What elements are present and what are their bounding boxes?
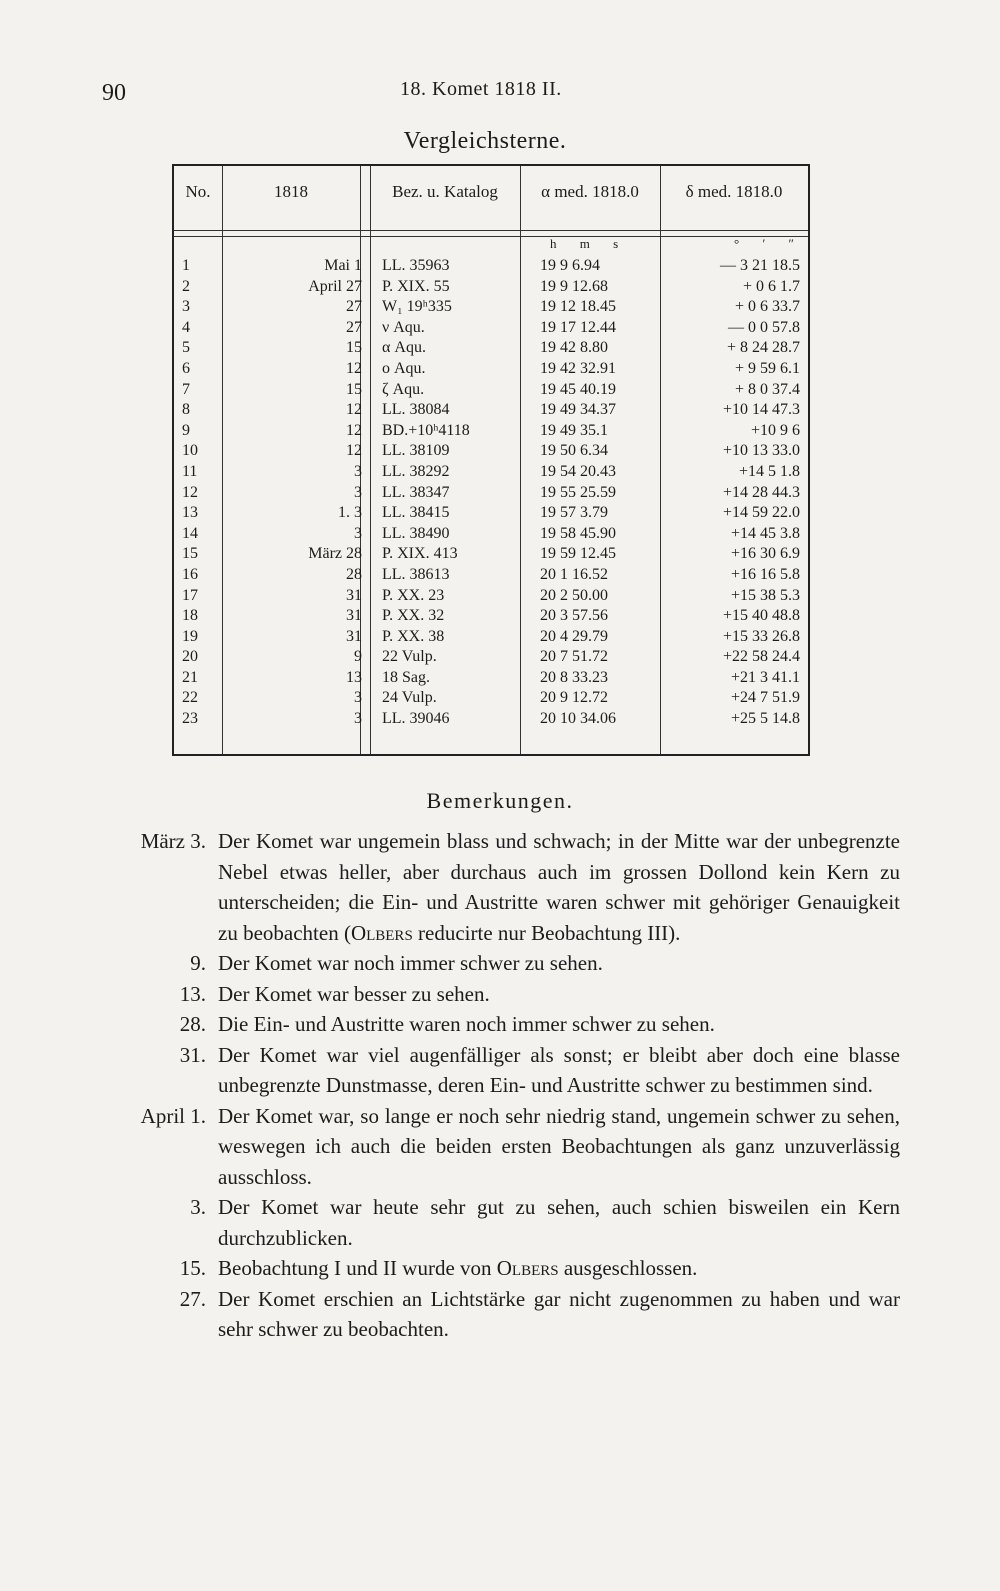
row-catalog: LL. 38613: [382, 565, 450, 583]
comparison-stars-table: [172, 164, 810, 756]
row-date: 15: [346, 380, 362, 398]
header-catalog: Bez. u. Katalog: [392, 182, 498, 201]
table-row: [174, 441, 808, 462]
remark-text-part: Der Komet war viel augenfälliger als sonst; er bleibt aber doch eine blasse unbegrenzte Dunstmasse, deren Ein- und Austritte schwer zu bestimmen sind.: [218, 1042, 900, 1097]
table-row: [174, 400, 808, 421]
table-row: [174, 544, 808, 565]
row-ra: 19 9 12.68: [540, 277, 608, 295]
table-row: [174, 565, 808, 586]
row-catalog: LL. 38084: [382, 401, 450, 419]
row-catalog: 18 Sag.: [382, 668, 430, 686]
table-row: [174, 524, 808, 545]
remark-text-part: Der Komet war, so lange er noch sehr niedrig stand, ungemein schwer zu sehen, weswegen ich auch die beiden ersten Beobachtungen als ganz unzuverlässig ausschloss.: [218, 1103, 900, 1189]
row-dec: +24 7 51.9: [730, 689, 800, 707]
row-ra: 19 50 6.34: [540, 442, 608, 460]
row-catalog: LL. 38415: [382, 504, 450, 522]
remark-item: [116, 1284, 900, 1345]
row-date: 1. 3: [338, 504, 362, 522]
remark-text: [218, 948, 900, 979]
row-ra: 19 59 12.45: [540, 545, 616, 563]
remark-label: 31.: [179, 1042, 206, 1067]
row-dec: +15 33 26.8: [722, 627, 800, 645]
row-catalog: BD.+10ʰ4118: [382, 421, 470, 439]
table-row: [174, 709, 808, 730]
row-date: 31: [346, 607, 362, 625]
row-date: 9: [354, 648, 362, 666]
remark-text-part: Der Komet war ungemein blass und schwach; in der Mitte war der unbegrenzte Nebel etwas heller, aber durchaus auch im grossen Dollond kein Kern zu unterscheiden; die Ein- und Austritte waren schwer mit gehöriger Genauigkeit zu beobachten (: [218, 829, 900, 945]
row-date: 15: [346, 339, 362, 357]
row-catalog: P. XX. 23: [382, 586, 445, 604]
header-date: 1818: [274, 182, 308, 201]
row-catalog: LL. 35963: [382, 257, 450, 274]
remark-label: 13.: [179, 981, 206, 1006]
remark-item: [116, 1040, 900, 1101]
row-ra: 19 12 18.45: [540, 298, 616, 316]
row-catalog: P. XX. 38: [382, 627, 445, 645]
header-ra: α med. 1818.0: [541, 182, 639, 201]
row-catalog: 22 Vulp.: [382, 648, 437, 666]
table-row: [174, 256, 808, 277]
row-no: 6: [182, 359, 190, 377]
remark-text-part: Der Komet war besser zu sehen.: [218, 981, 490, 1006]
row-no: 20: [182, 648, 198, 666]
remark-item: [116, 979, 900, 1010]
row-ra: 20 4 29.79: [540, 627, 608, 645]
row-ra: 20 2 50.00: [540, 586, 608, 604]
row-ra: 19 57 3.79: [540, 504, 608, 522]
row-catalog: LL. 38347: [382, 483, 450, 501]
table-title: [0, 128, 1000, 155]
table-body: [174, 256, 808, 730]
row-date: 31: [346, 586, 362, 604]
row-dec: +14 5 1.8: [738, 462, 800, 480]
remark-label: 28.: [179, 1012, 206, 1036]
row-no: 4: [182, 318, 190, 336]
row-ra: 19 42 32.91: [540, 359, 616, 377]
row-date: 27: [346, 318, 362, 336]
remark-item: [116, 1192, 900, 1253]
row-catalog: P. XX. 32: [382, 607, 445, 625]
dec-units: ° ′ ″: [734, 236, 804, 251]
header-rule: [174, 230, 808, 231]
row-date: 3: [354, 689, 362, 707]
row-date: 31: [346, 627, 362, 645]
row-dec: — 3 21 18.5: [720, 257, 800, 274]
remark-item: [116, 1253, 900, 1284]
row-date: April 27: [308, 277, 362, 295]
table-row: [174, 483, 808, 504]
header-dec: δ med. 1818.0: [685, 182, 783, 201]
row-date: 12: [346, 442, 362, 460]
row-dec: +16 16 5.8: [730, 565, 800, 583]
remark-label: April 1.: [140, 1103, 206, 1128]
row-date: 12: [346, 359, 362, 377]
row-ra: 19 54 20.43: [540, 462, 616, 480]
row-catalog: P. XIX. 413: [382, 545, 458, 563]
header-no: No.: [185, 182, 211, 201]
row-no: 2: [182, 277, 190, 295]
person-name: Olbers: [496, 1256, 559, 1280]
row-date: 3: [354, 462, 362, 480]
remark-text-part: Beobachtung I und II wurde von: [218, 1256, 497, 1280]
remark-label: 27.: [179, 1286, 206, 1311]
table-row: [174, 277, 808, 298]
remark-text: [218, 826, 900, 948]
row-dec: +10 13 33.0: [722, 442, 800, 460]
row-ra: 19 55 25.59: [540, 483, 616, 501]
remark-label: 3.: [190, 1195, 206, 1219]
row-catalog: LL. 38292: [382, 462, 450, 480]
person-name: Olbers: [350, 920, 413, 945]
row-ra: 20 9 12.72: [540, 689, 608, 707]
table-row: [174, 297, 808, 318]
row-ra: 19 49 35.1: [540, 421, 608, 439]
remark-text: [218, 1040, 900, 1101]
remark-item: [116, 1009, 900, 1040]
row-no: 15: [182, 545, 198, 563]
row-catalog: α Aqu.: [382, 339, 426, 357]
table-row: [174, 380, 808, 401]
row-no: 1: [182, 257, 190, 274]
row-ra: 20 1 16.52: [540, 565, 608, 583]
remark-label: 9.: [190, 951, 206, 975]
row-ra: 20 7 51.72: [540, 648, 608, 666]
row-date: 28: [346, 565, 362, 583]
row-catalog: ο Aqu.: [382, 359, 426, 377]
row-ra: 19 45 40.19: [540, 380, 616, 398]
row-dec: + 0 6 1.7: [742, 277, 800, 295]
row-no: 10: [182, 442, 198, 460]
remark-text-part: ausgeschlossen.: [558, 1256, 698, 1280]
row-dec: + 9 59 6.1: [734, 359, 800, 377]
header-rule: [174, 236, 808, 237]
row-date: 3: [354, 483, 362, 501]
row-no: 9: [182, 421, 190, 439]
table-title-text: Vergleichsterne.: [403, 128, 567, 154]
table-row: [174, 668, 808, 689]
remark-item: [116, 826, 900, 948]
remark-text: [218, 1253, 900, 1284]
row-dec: +14 59 22.0: [722, 504, 800, 522]
row-dec: + 0 6 33.7: [734, 298, 800, 316]
row-dec: +21 3 41.1: [730, 668, 800, 686]
remark-text: [218, 1009, 900, 1040]
row-dec: +22 58 24.4: [722, 648, 800, 666]
row-date: 12: [346, 421, 362, 439]
row-catalog: LL. 38490: [382, 524, 450, 542]
table-row: [174, 338, 808, 359]
row-ra: 19 17 12.44: [540, 318, 616, 336]
row-ra: 19 42 8.80: [540, 339, 608, 357]
row-dec: + 8 0 37.4: [734, 380, 800, 398]
row-ra: 19 49 34.37: [540, 401, 616, 419]
row-no: 12: [182, 483, 198, 501]
row-date: März 28: [308, 545, 362, 563]
table-row: [174, 421, 808, 442]
row-date: 27: [346, 298, 362, 316]
row-no: 7: [182, 380, 190, 398]
table-row: [174, 318, 808, 339]
remark-item: [116, 948, 900, 979]
table-row: [174, 688, 808, 709]
remark-text-part: reducirte nur Beobachtung III).: [412, 920, 681, 945]
row-ra: 20 8 33.23: [540, 668, 608, 686]
row-date: 13: [346, 668, 362, 686]
row-catalog: W₁ 19ʰ335: [382, 298, 452, 316]
table-row: [174, 586, 808, 607]
remark-text: [218, 1284, 900, 1345]
row-date: 3: [354, 710, 362, 728]
row-no: 21: [182, 668, 198, 686]
row-date: 3: [354, 524, 362, 542]
row-dec: — 0 0 57.8: [728, 318, 800, 336]
row-no: 16: [182, 565, 198, 583]
remark-item: [116, 1101, 900, 1193]
row-ra: 19 58 45.90: [540, 524, 616, 542]
row-dec: +10 9 6: [750, 421, 800, 439]
row-ra: 20 3 57.56: [540, 607, 608, 625]
row-dec: +14 28 44.3: [722, 483, 800, 501]
remark-text: [218, 1192, 900, 1253]
row-dec: +25 5 14.8: [730, 710, 800, 728]
row-dec: +15 40 48.8: [722, 607, 800, 625]
remark-text: [218, 1101, 900, 1193]
remarks-list: [116, 826, 900, 1345]
row-dec: +15 38 5.3: [730, 586, 800, 604]
row-no: 14: [182, 524, 198, 542]
row-ra: 19 9 6.94: [540, 257, 600, 274]
page-number: 90: [102, 80, 126, 106]
row-no: 22: [182, 689, 198, 707]
row-no: 11: [182, 462, 198, 480]
row-ra: 20 10 34.06: [540, 710, 616, 728]
row-catalog: LL. 38109: [382, 442, 450, 460]
remark-text-part: Der Komet erschien an Lichtstärke gar nicht zugenommen zu haben und war sehr schwer zu beobachten.: [218, 1286, 900, 1341]
row-dec: + 8 24 28.7: [726, 339, 800, 357]
table-row: [174, 503, 808, 524]
row-catalog: P. XIX. 55: [382, 277, 450, 295]
row-date: 12: [346, 401, 362, 419]
remark-text: [218, 979, 900, 1010]
row-no: 19: [182, 627, 198, 645]
row-catalog: ζ Aqu.: [382, 380, 425, 398]
running-head: 18. Komet 1818 II.: [400, 78, 562, 100]
row-no: 23: [182, 710, 198, 728]
remarks-title: Bemerkungen.: [426, 788, 574, 813]
row-catalog: 24 Vulp.: [382, 689, 437, 707]
remark-text-part: Die Ein- und Austritte waren noch immer schwer zu sehen.: [218, 1012, 715, 1036]
row-dec: +14 45 3.8: [730, 524, 800, 542]
table-row: [174, 627, 808, 648]
remark-text-part: Der Komet war noch immer schwer zu sehen.: [218, 951, 603, 975]
remark-text-part: Der Komet war heute sehr gut zu sehen, auch schien bisweilen ein Kern durchzublicken.: [218, 1195, 900, 1250]
remark-label: März 3.: [140, 829, 206, 853]
row-dec: +10 14 47.3: [722, 401, 800, 419]
row-catalog: LL. 39046: [382, 710, 450, 728]
table-row: [174, 359, 808, 380]
table-row: [174, 606, 808, 627]
table-row: [174, 462, 808, 483]
row-no: 13: [182, 504, 198, 522]
row-no: 8: [182, 401, 190, 419]
ra-units: h m s: [550, 236, 629, 251]
row-catalog: ν Aqu.: [382, 318, 425, 336]
table-row: [174, 647, 808, 668]
row-dec: +16 30 6.9: [730, 545, 800, 563]
row-date: Mai 1: [324, 257, 362, 274]
row-no: 3: [182, 298, 190, 316]
row-no: 5: [182, 339, 190, 357]
row-no: 18: [182, 607, 198, 625]
row-no: 17: [182, 586, 198, 604]
remark-label: 15.: [179, 1256, 206, 1280]
